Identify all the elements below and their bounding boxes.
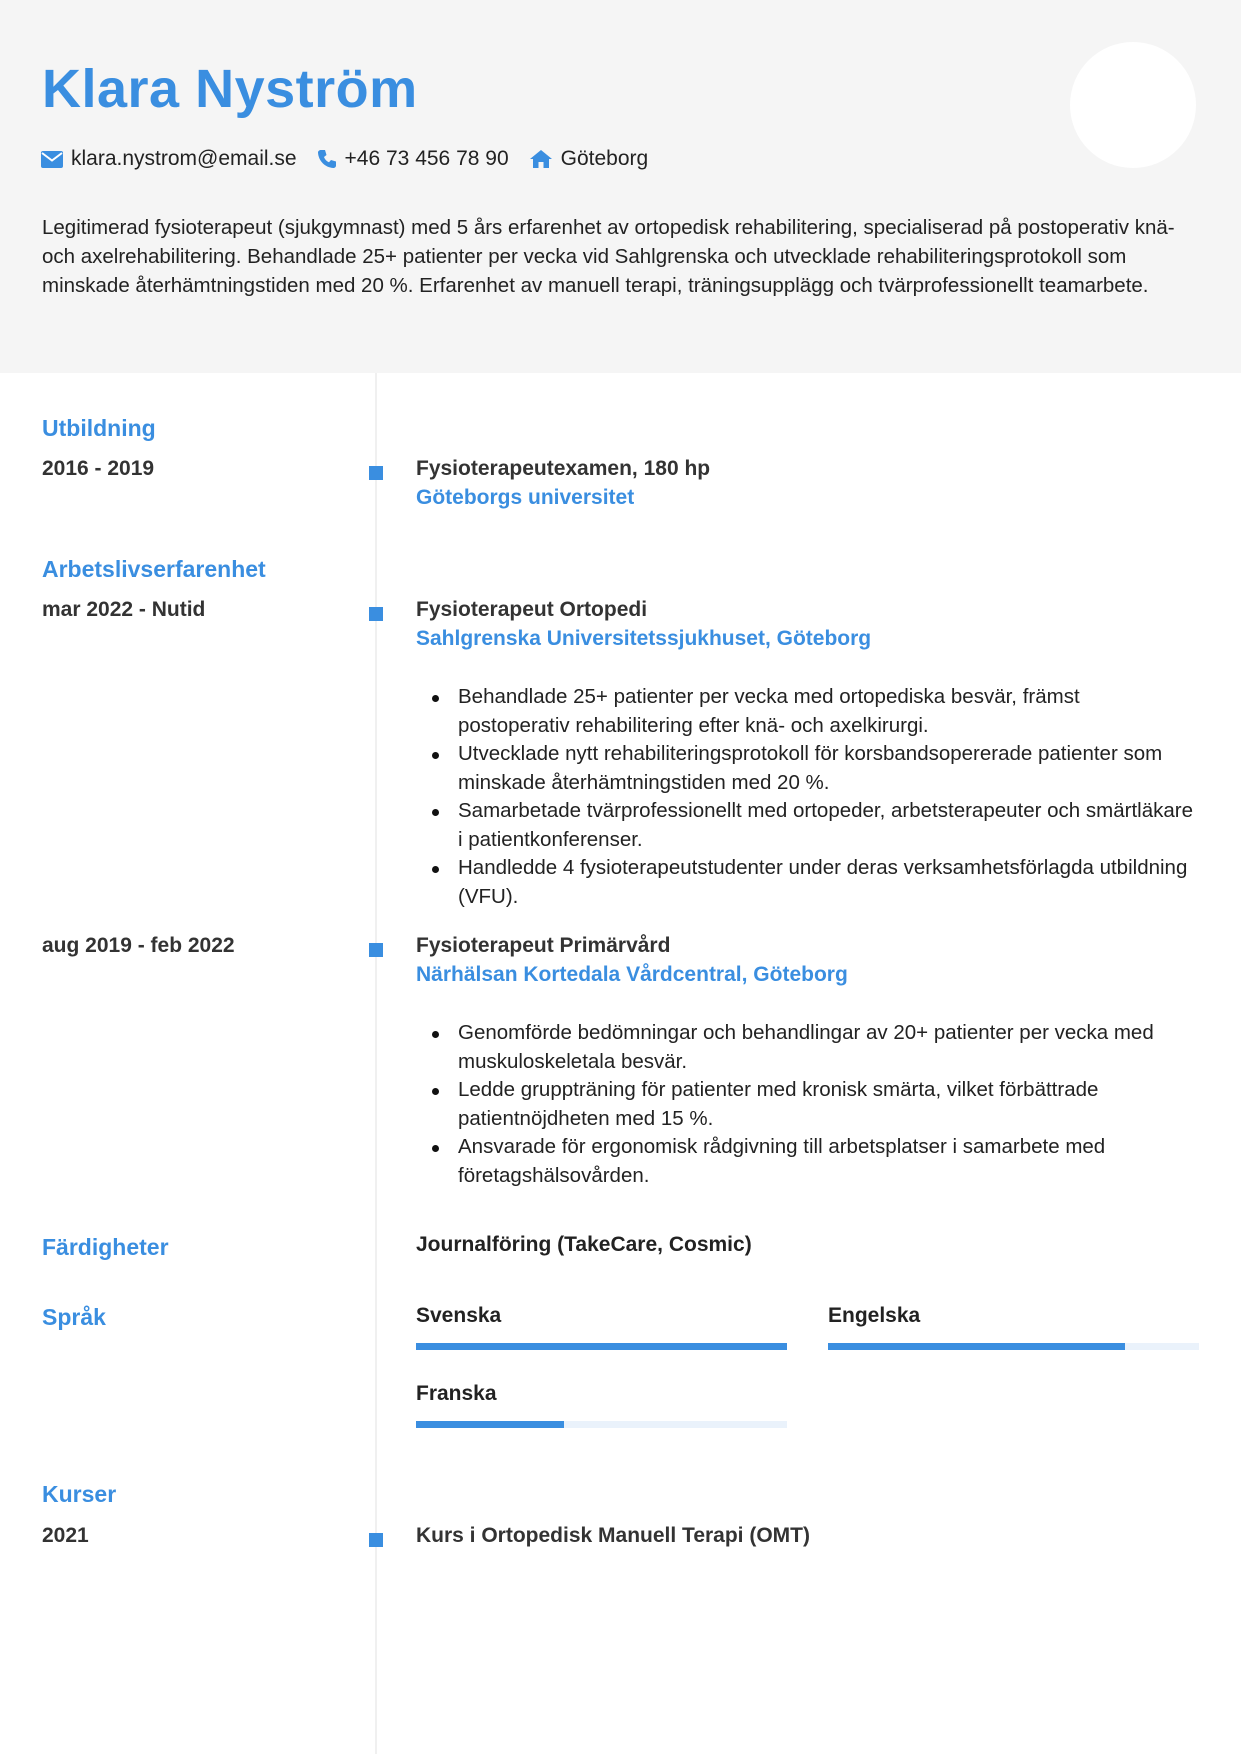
language-level-fill bbox=[416, 1343, 787, 1350]
experience-role: Fysioterapeut Primärvård bbox=[416, 934, 671, 957]
language-name: Engelska bbox=[828, 1304, 921, 1327]
contact-phone[interactable] bbox=[317, 147, 509, 171]
section-title-courses: Kurser bbox=[42, 1481, 117, 1507]
list-item: Ansvarade för ergonomisk rådgivning till arbetsplatser i samarbete med företagshälsovården. bbox=[416, 1133, 1196, 1190]
email-text: klara.nystrom@email.se bbox=[71, 147, 297, 170]
section-title-experience: Arbetslivserfarenhet bbox=[42, 556, 266, 582]
education-date: 2016 - 2019 bbox=[42, 457, 155, 480]
contact-row bbox=[41, 145, 668, 173]
experience-date: aug 2019 - feb 2022 bbox=[42, 934, 235, 957]
experience-employer: Närhälsan Kortedala Vårdcentral, Göteborg bbox=[416, 963, 848, 986]
contact-email[interactable] bbox=[41, 147, 297, 171]
envelope-icon bbox=[41, 151, 63, 168]
education-school: Göteborgs universitet bbox=[416, 486, 635, 509]
timeline-marker bbox=[369, 607, 383, 621]
contact-city bbox=[529, 147, 649, 171]
list-item: Genomförde bedömningar och behandlingar av 20+ patienter per vecka med muskuloskeletala besvär. bbox=[416, 1019, 1196, 1076]
timeline-marker bbox=[369, 943, 383, 957]
list-item: Utvecklade nytt rehabiliteringsprotokoll för korsbandsopererade patienter som minskade återhämtningstiden med 20 %. bbox=[416, 740, 1196, 797]
list-item: Ledde gruppträning för patienter med kronisk smärta, vilket förbättrade patientnöjdheten med 15 %. bbox=[416, 1076, 1196, 1133]
education-degree: Fysioterapeutexamen, 180 hp bbox=[416, 457, 711, 480]
candidate-name: Klara Nyström bbox=[42, 59, 418, 119]
timeline-marker bbox=[369, 1533, 383, 1547]
list-item: Behandlade 25+ patienter per vecka med ortopediska besvär, främst postoperativ rehabilitering efter knä- och axelkirurgi. bbox=[416, 683, 1196, 740]
language-level-bar bbox=[416, 1421, 787, 1428]
section-title-skills: Färdigheter bbox=[42, 1234, 169, 1260]
course-date: 2021 bbox=[42, 1524, 89, 1547]
phone-text: +46 73 456 78 90 bbox=[344, 147, 509, 170]
language-level-fill bbox=[416, 1421, 564, 1428]
list-item: Samarbetade tvärprofessionellt med ortopeder, arbetsterapeuter och smärtläkare i patientkonferenser. bbox=[416, 797, 1196, 854]
profile-summary: Legitimerad fysioterapeut (sjukgymnast) med 5 års erfarenhet av ortopedisk rehabilitering, specialiserad på postoperativ knä- och axelrehabilitering. Behandlade 25+ patienter per vecka vid Sahlgrenska och utvecklade rehabiliteringsprotokoll som minskade återhämtningstiden med 20 %. Erfarenhet av manuell terapi, träningsupplägg och tvärprofessionellt teamarbete. bbox=[42, 216, 1175, 297]
section-title-education: Utbildning bbox=[42, 415, 156, 441]
skill-item: Journalföring (TakeCare, Cosmic) bbox=[416, 1233, 752, 1256]
language-name: Franska bbox=[416, 1382, 497, 1405]
home-icon bbox=[529, 149, 553, 169]
section-title-languages: Språk bbox=[42, 1304, 106, 1330]
language-level-bar bbox=[828, 1343, 1199, 1350]
experience-role: Fysioterapeut Ortopedi bbox=[416, 598, 648, 621]
experience-employer: Sahlgrenska Universitetssjukhuset, Göteborg bbox=[416, 627, 872, 650]
experience-date: mar 2022 - Nutid bbox=[42, 598, 206, 621]
language-name: Svenska bbox=[416, 1304, 502, 1327]
language-level-fill bbox=[828, 1343, 1125, 1350]
list-item: Handledde 4 fysioterapeutstudenter under deras verksamhetsförlagda utbildning (VFU). bbox=[416, 854, 1196, 911]
experience-bullets bbox=[416, 1019, 1196, 1190]
language-level-bar bbox=[416, 1343, 787, 1350]
experience-bullets bbox=[416, 683, 1196, 911]
city-text: Göteborg bbox=[560, 147, 649, 170]
header bbox=[0, 0, 1241, 373]
course-title: Kurs i Ortopedisk Manuell Terapi (OMT) bbox=[416, 1524, 810, 1547]
phone-icon bbox=[317, 149, 337, 169]
timeline-marker bbox=[369, 466, 383, 480]
profile-photo-placeholder bbox=[1070, 42, 1196, 168]
